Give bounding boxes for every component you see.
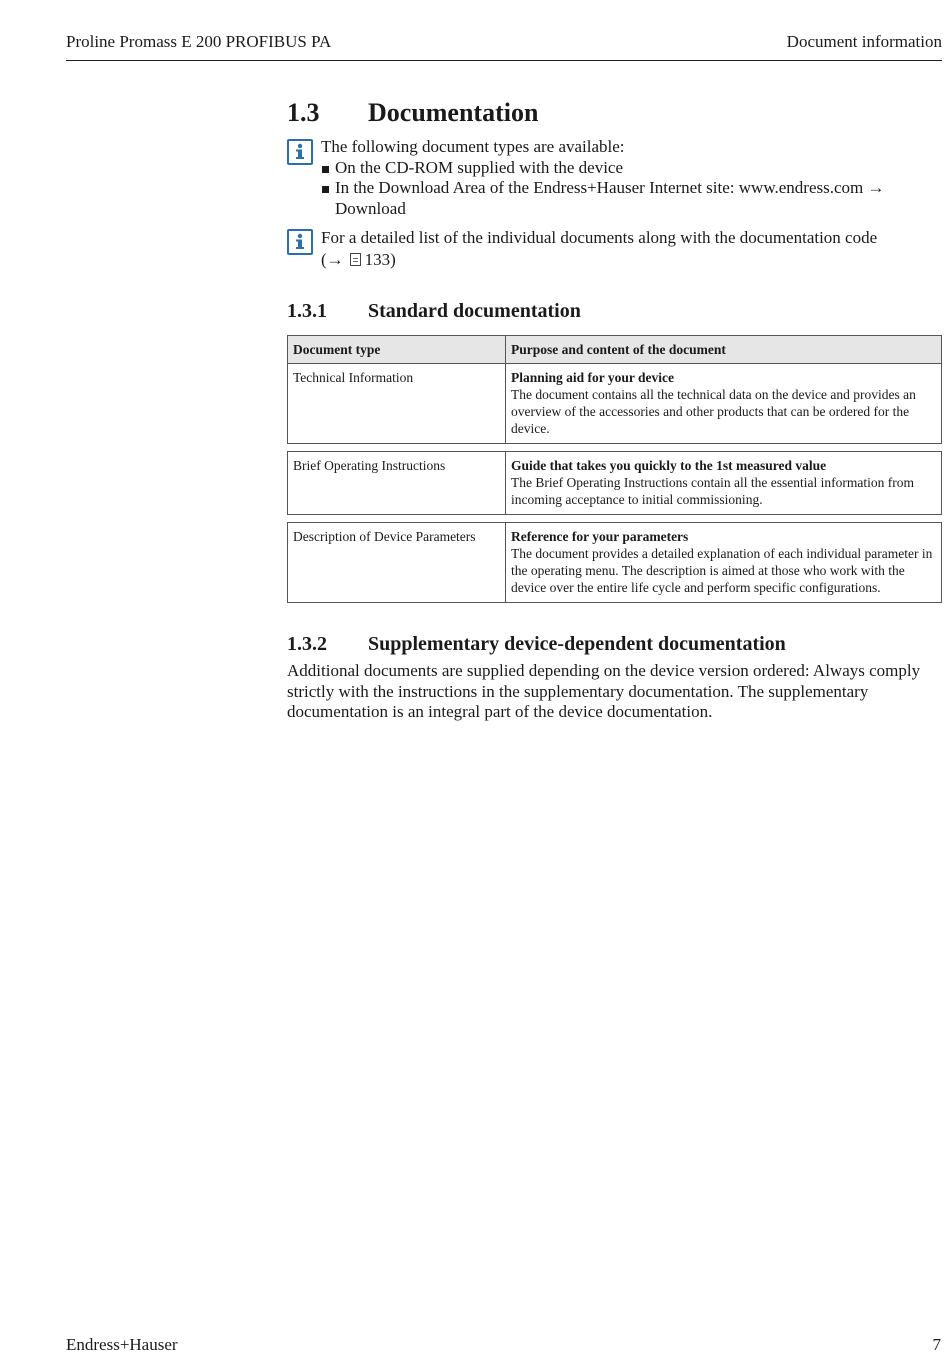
documentation-table — [287, 335, 942, 603]
purpose-text: The Brief Operating Instructions contain all the essential information from incoming acceptance to initial commissioning. — [511, 475, 915, 507]
section-title: Documentation — [368, 98, 539, 127]
table-spacer — [288, 444, 942, 452]
list-item: On the CD-ROM supplied with the device — [321, 158, 942, 179]
table-row — [288, 523, 942, 603]
subsection-heading — [287, 630, 942, 658]
availability-list — [321, 158, 942, 199]
purpose-title: Guide that takes you quickly to the 1st measured value — [511, 458, 827, 473]
subsection-title: Supplementary device-dependent documentation — [368, 632, 786, 655]
table-header-row — [288, 336, 942, 364]
section-number: 1.3 — [287, 98, 320, 127]
document-type-cell: Technical Information — [288, 364, 506, 444]
supplementary-paragraph: Additional documents are supplied depending on the device version ordered: Always comply strictly with the instructions in the supplementary documentation. The supplementary documentation is an integral part of the device documentation. — [287, 661, 921, 721]
page-header — [66, 32, 942, 61]
purpose-title: Planning aid for your device — [511, 370, 675, 385]
note-intro: The following document types are available: — [321, 137, 625, 156]
document-page-icon — [350, 253, 361, 266]
note-text: For a detailed list of the individual documents along with the documentation code — [321, 228, 878, 247]
subsection-heading — [287, 297, 942, 325]
purpose-text: The document contains all the technical data on the device and provides an overview of the accessories and other products that can be ordered for the device. — [511, 387, 916, 436]
purpose-cell — [506, 452, 942, 515]
table-spacer — [288, 515, 942, 523]
info-icon — [287, 229, 313, 255]
purpose-text: The document provides a detailed explanation of each individual parameter in the operating menu. The description is aimed at those who work with the device over the entire life cycle and perform specific configurations. — [511, 546, 933, 595]
subsection-number: 1.3.1 — [287, 299, 327, 322]
purpose-cell — [506, 364, 942, 444]
subsection-title: Standard documentation — [368, 299, 581, 322]
page-reference-number[interactable]: 133) — [364, 250, 396, 269]
purpose-title: Reference for your parameters — [511, 529, 689, 544]
table-row — [288, 364, 942, 444]
note-document-types — [287, 137, 942, 219]
main-content — [287, 96, 942, 723]
page-reference-link[interactable]: (→ — [321, 250, 344, 269]
header-product-title: Proline Promass E 200 PROFIBUS PA — [66, 32, 332, 51]
footer-company: Endress+Hauser — [66, 1335, 178, 1354]
table-row — [288, 452, 942, 515]
header-chapter-title: Document information — [786, 32, 942, 51]
column-header-purpose: Purpose and content of the document — [506, 336, 942, 364]
page-number: 7 — [932, 1335, 941, 1354]
document-type-cell: Description of Device Parameters — [288, 523, 506, 603]
list-item: In the Download Area of the Endress+Hauser Internet site: www.endress.com → — [321, 178, 942, 199]
document-type-cell: Brief Operating Instructions — [288, 452, 506, 515]
list-item-continuation: Download — [335, 198, 406, 218]
section-heading — [287, 96, 942, 130]
subsection-number: 1.3.2 — [287, 632, 327, 655]
info-icon — [287, 139, 313, 165]
column-header-document-type: Document type — [288, 336, 506, 364]
note-document-list — [287, 227, 942, 271]
purpose-cell — [506, 523, 942, 603]
